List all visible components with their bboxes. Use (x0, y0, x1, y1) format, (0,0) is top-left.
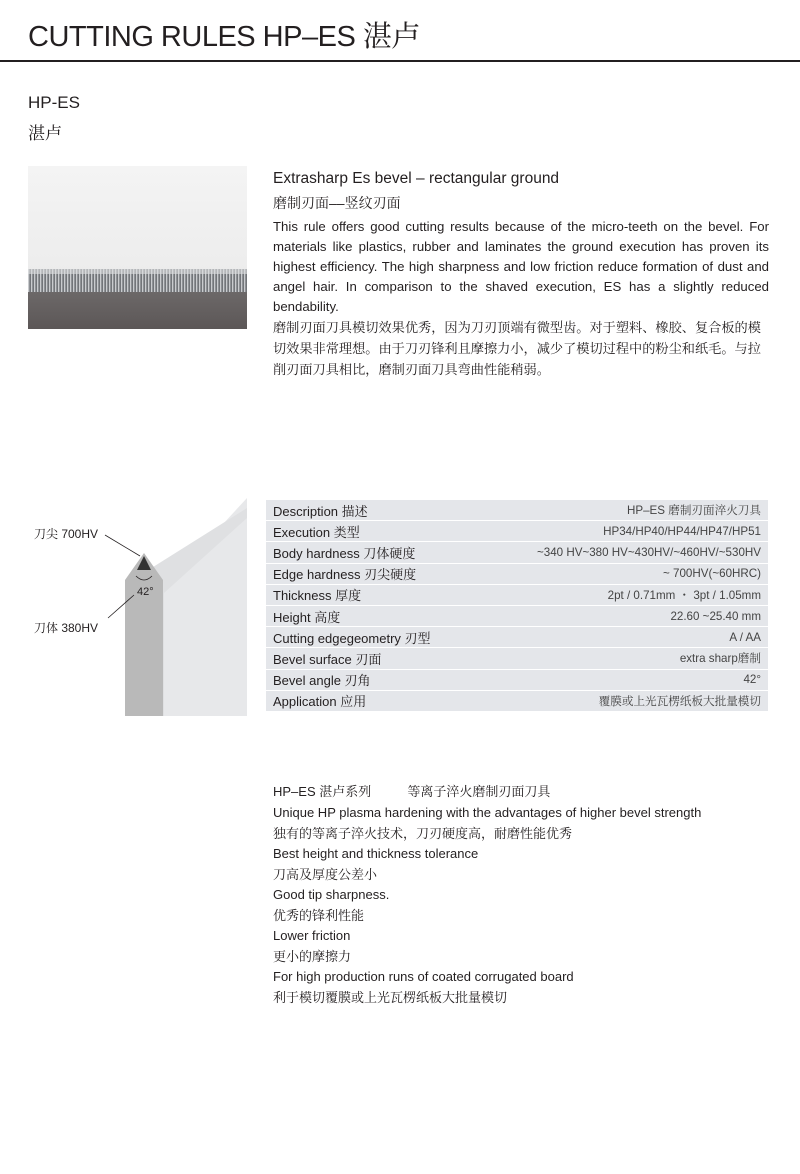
spec-label: Cutting edgegeometry 刃型 (266, 627, 476, 648)
spec-value: 22.60 ~25.40 mm (476, 605, 768, 626)
spec-value: HP–ES 磨制刃面淬火刀具 (476, 500, 768, 521)
list-item: Unique HP plasma hardening with the advantages of higher bevel strength (273, 805, 702, 820)
spec-label: Description 描述 (266, 500, 476, 521)
features-list (273, 803, 773, 1008)
spec-label: Execution 类型 (266, 521, 476, 542)
section-title-cn: 磨制刃面––竖纹刃面 (273, 195, 401, 211)
spec-label: Bevel surface 刃面 (266, 648, 476, 669)
list-item: 更小的摩擦力 (273, 948, 352, 964)
list-item: Good tip sharpness. (273, 887, 390, 902)
spec-label: Bevel angle 刃角 (266, 669, 476, 690)
spec-value: extra sharp磨制 (476, 648, 768, 669)
spec-value: 42° (476, 669, 768, 690)
spec-label: Edge hardness 刃尖硬度 (266, 563, 476, 584)
body-hardness-label: 刀体 380HV (34, 621, 99, 635)
blade-edge-image (28, 166, 247, 329)
list-item: 刀高及厚度公差小 (273, 866, 378, 882)
list-item: 利于模切覆膜或上光瓦楞纸板大批量模切 (273, 989, 508, 1005)
spec-value: HP34/HP40/HP44/HP47/HP51 (476, 521, 768, 542)
product-name-cn: 湛卢 (28, 124, 62, 143)
spec-label: Height 高度 (266, 605, 476, 626)
spec-label: Thickness 厚度 (266, 584, 476, 605)
description-cn: 磨制刃面刀具模切效果优秀，因为刀刃顶端有微型齿。对于塑料、橡胶、复合板的模切效果非常理想。由于刀刃锋利且摩擦力小，减少了模切过程中的粉尘和纸毛。与拉削刃面刀具相比，磨制刃面刀具弯曲性能稍弱。 (273, 320, 761, 377)
title-divider (0, 60, 800, 62)
table-row (266, 648, 768, 669)
list-item: For high production runs of coated corrugated board (273, 969, 574, 984)
blade-profile-diagram (28, 498, 247, 716)
spec-value: ~340 HV~380 HV~430HV/~460HV/~530HV (476, 542, 768, 563)
spec-value: 2pt / 0.71mm ・ 3pt / 1.05mm (476, 584, 768, 605)
table-row (266, 584, 768, 605)
table-row (266, 563, 768, 584)
spec-value: ~ 700HV(~60HRC) (476, 563, 768, 584)
spec-value: A / AA (476, 627, 768, 648)
page-title: CUTTING RULES HP–ES 湛卢 (28, 21, 420, 53)
spec-value: 覆膜或上光瓦楞纸板大批量模切 (476, 690, 768, 711)
list-item: Best height and thickness tolerance (273, 846, 479, 861)
features-heading: HP–ES 湛卢系列 等离子淬火磨制刃面刀具 (273, 784, 551, 799)
list-item: Lower friction (273, 928, 351, 943)
table-row (266, 669, 768, 690)
list-item: 独有的等离子淬火技术，刀刃硬度高，耐磨性能优秀 (273, 825, 573, 841)
angle-label: 42° (137, 586, 154, 598)
tip-hardness-label: 刀尖 700HV (34, 527, 99, 541)
spec-label: Application 应用 (266, 690, 476, 711)
table-row (266, 542, 768, 563)
section-title-en: Extrasharp Es bevel – rectangular ground (273, 170, 560, 187)
description-en: This rule offers good cutting results because of the micro-teeth on the bevel. For materials like plastics, rubber and laminates the ground execution has proven its highest efficiency. The high sharpness and low friction reduce formation of dust and angel hair. In comparison to the shaved execution, ES has a slightly reduced bendability. (273, 219, 769, 314)
spec-label: Body hardness 刀体硬度 (266, 542, 476, 563)
table-row (266, 521, 768, 542)
table-row (266, 690, 768, 711)
product-code: HP-ES (28, 93, 80, 112)
table-row (266, 500, 768, 521)
table-row (266, 627, 768, 648)
table-row (266, 605, 768, 626)
list-item: 优秀的锋利性能 (273, 907, 365, 923)
spec-table (266, 500, 768, 712)
